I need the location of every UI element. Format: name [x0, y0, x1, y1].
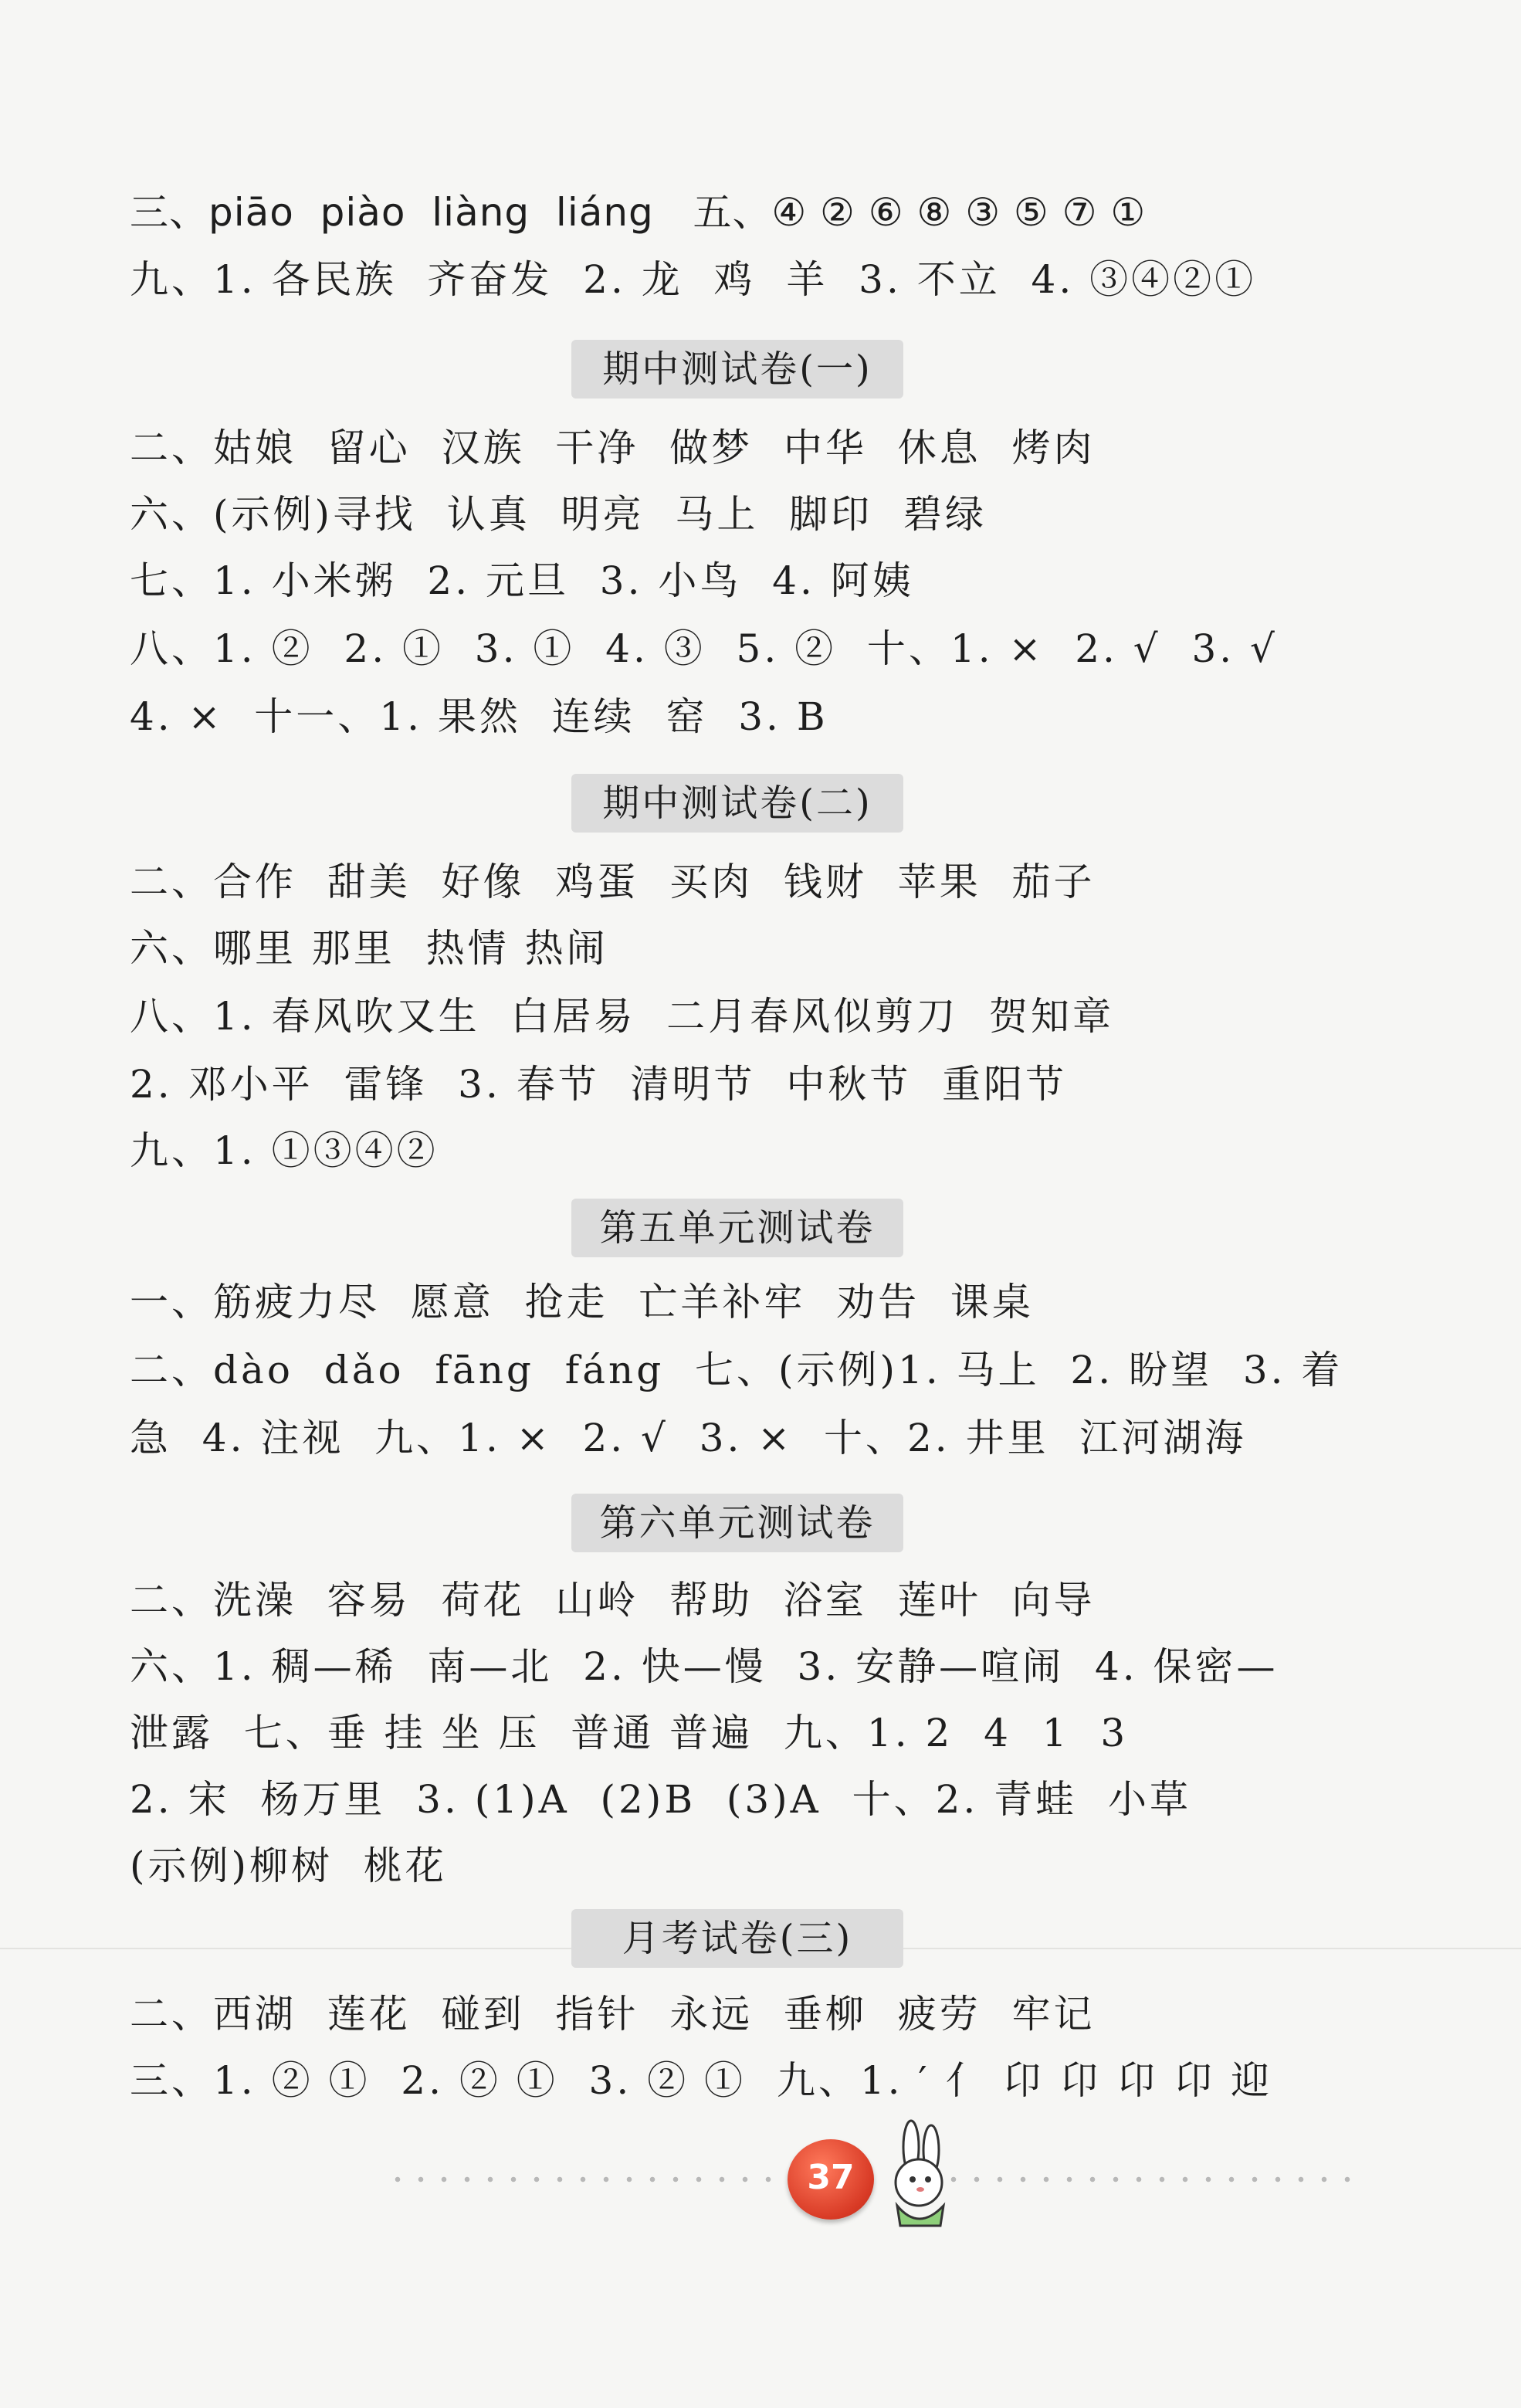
section-heading: 月考试卷(三) — [571, 1909, 903, 1968]
section-heading: 第六单元测试卷 — [571, 1494, 903, 1552]
answer-line: 急 4. 注视 九、1. × 2. √ 3. × 十、2. 井里 江河湖海 — [130, 1416, 1247, 1460]
answer-line: 二、姑娘 留心 汉族 干净 做梦 中华 休息 烤肉 — [130, 426, 1096, 470]
answer-line: 2. 宋 杨万里 3. (1)A (2)B (3)A 十、2. 青蛙 小草 — [130, 1777, 1191, 1822]
answer-line: 一、筋疲力尽 愿意 抢走 亡羊补牢 劝告 课桌 — [130, 1280, 1034, 1324]
answer-line: 六、哪里 那里 热情 热闹 — [130, 926, 608, 971]
answer-line: 七、1. 小米粥 2. 元旦 3. 小鸟 4. 阿姨 — [130, 558, 914, 603]
answer-line: 六、1. 稠—稀 南—北 2. 快—慢 3. 安静—喧闹 4. 保密— — [130, 1644, 1279, 1689]
answer-line: 八、1. 春风吹又生 白居易 二月春风似剪刀 贺知章 — [130, 994, 1114, 1039]
answer-line: 九、1. ①③④② — [130, 1128, 439, 1173]
section-heading: 期中测试卷(一) — [571, 340, 903, 399]
section-heading: 第五单元测试卷 — [571, 1199, 903, 1257]
bunny-icon — [857, 2116, 965, 2232]
answer-line: 八、1. ② 2. ① 3. ① 4. ③ 5. ② 十、1. × 2. √ 3. √ — [130, 626, 1278, 671]
answer-line: 九、1. 各民族 齐奋发 2. 龙 鸡 羊 3. 不立 4. ③④②① — [130, 257, 1257, 302]
footer-dots-right — [942, 2176, 1351, 2182]
answer-line: 二、西湖 莲花 碰到 指针 永远 垂柳 疲劳 牢记 — [130, 1992, 1096, 2037]
answer-line: 二、dào dǎo fāng fáng 七、(示例)1. 马上 2. 盼望 3. 着 — [130, 1348, 1343, 1392]
answer-line: 二、合作 甜美 好像 鸡蛋 买肉 钱财 苹果 茄子 — [130, 860, 1096, 904]
answer-line: 2. 邓小平 雷锋 3. 春节 清明节 中秋节 重阳节 — [130, 1062, 1068, 1107]
answer-line: 三、1. ② ① 2. ② ① 3. ② ① 九、1. ′ 亻 卬 卬 卬 卬 迎 — [130, 2058, 1273, 2103]
answer-line: 三、piāo piào liàng liáng 五、④ ② ⑥ ⑧ ③ ⑤ ⑦ ① — [130, 190, 1147, 235]
answer-line: 4. × 十一、1. 果然 连续 窑 3. B — [130, 694, 828, 739]
section-heading: 期中测试卷(二) — [571, 774, 903, 833]
footer-dots-left — [386, 2176, 780, 2182]
answer-line: 六、(示例)寻找 认真 明亮 马上 脚印 碧绿 — [130, 492, 987, 537]
page-number: 37 — [807, 2158, 855, 2197]
answer-line: 二、洗澡 容易 荷花 山岭 帮助 浴室 莲叶 向导 — [130, 1578, 1096, 1623]
answer-line: 泄露 七、垂 挂 坐 压 普通 普遍 九、1. 2 4 1 3 — [130, 1711, 1129, 1755]
answer-line: (示例)柳树 桃花 — [130, 1843, 447, 1888]
